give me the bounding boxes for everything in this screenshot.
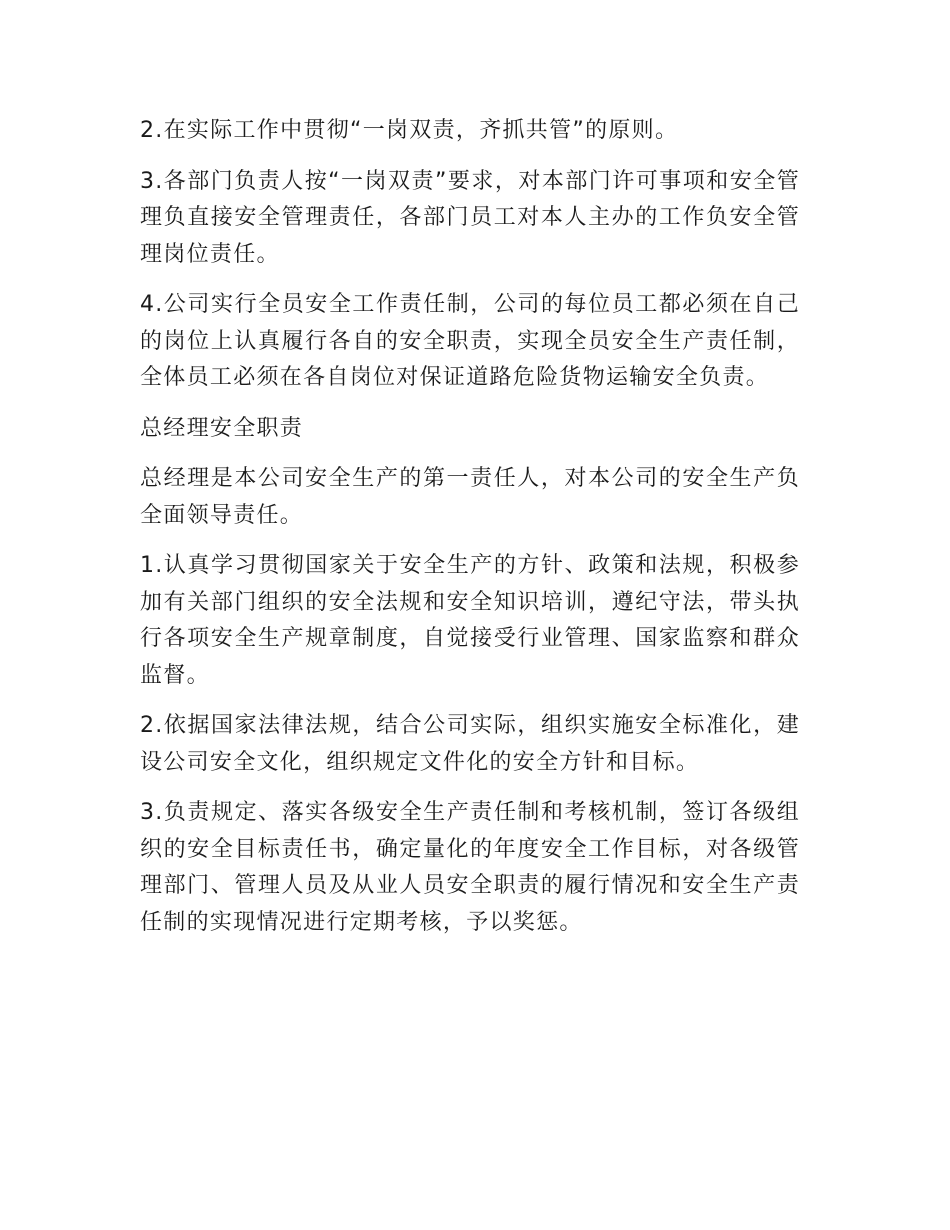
paragraph-gm-item-2: 2.依据国家法律法规，结合公司实际，组织实施安全标准化，建设公司安全文化，组织规定文件化的安全方针和目标。 bbox=[140, 713, 800, 775]
paragraph-gm-item-3: 3.负责规定、落实各级安全生产责任制和考核机制，签订各级组织的安全目标责任书，确定量化的年度安全工作目标，对各级管理部门、管理人员及从业人员安全职责的履行情况和安全生产责任制的实现情况进行定期考核，予以奖惩。 bbox=[140, 800, 800, 935]
paragraph-gm-item-1: 1.认真学习贯彻国家关于安全生产的方针、政策和法规，积极参加有关部门组织的安全法规和安全知识培训，遵纪守法，带头执行各项安全生产规章制度，自觉接受行业管理、国家监察和群众监督。 bbox=[140, 553, 800, 688]
paragraph-item-2-principle: 2.在实际工作中贯彻“一岗双责，齐抓共管”的原则。 bbox=[140, 118, 679, 143]
paragraph-item-4-all-staff: 4.公司实行全员安全工作责任制，公司的每位员工都必须在自己的岗位上认真履行各自的安全职责，实现全员安全生产责任制，全体员工必须在各自岗位对保证道路危险货物运输安全负责。 bbox=[140, 292, 800, 390]
document-body bbox=[140, 113, 800, 955]
paragraph-gm-intro: 总经理是本公司安全生产的第一责任人，对本公司的安全生产负全面领导责任。 bbox=[140, 466, 800, 528]
section-heading: 总经理安全职责 bbox=[140, 415, 304, 441]
paragraph-item-3-department-heads: 3.各部门负责人按“一岗双责”要求，对本部门许可事项和安全管理负直接安全管理责任，各部门员工对本人主办的工作负安全管理岗位责任。 bbox=[140, 168, 800, 267]
